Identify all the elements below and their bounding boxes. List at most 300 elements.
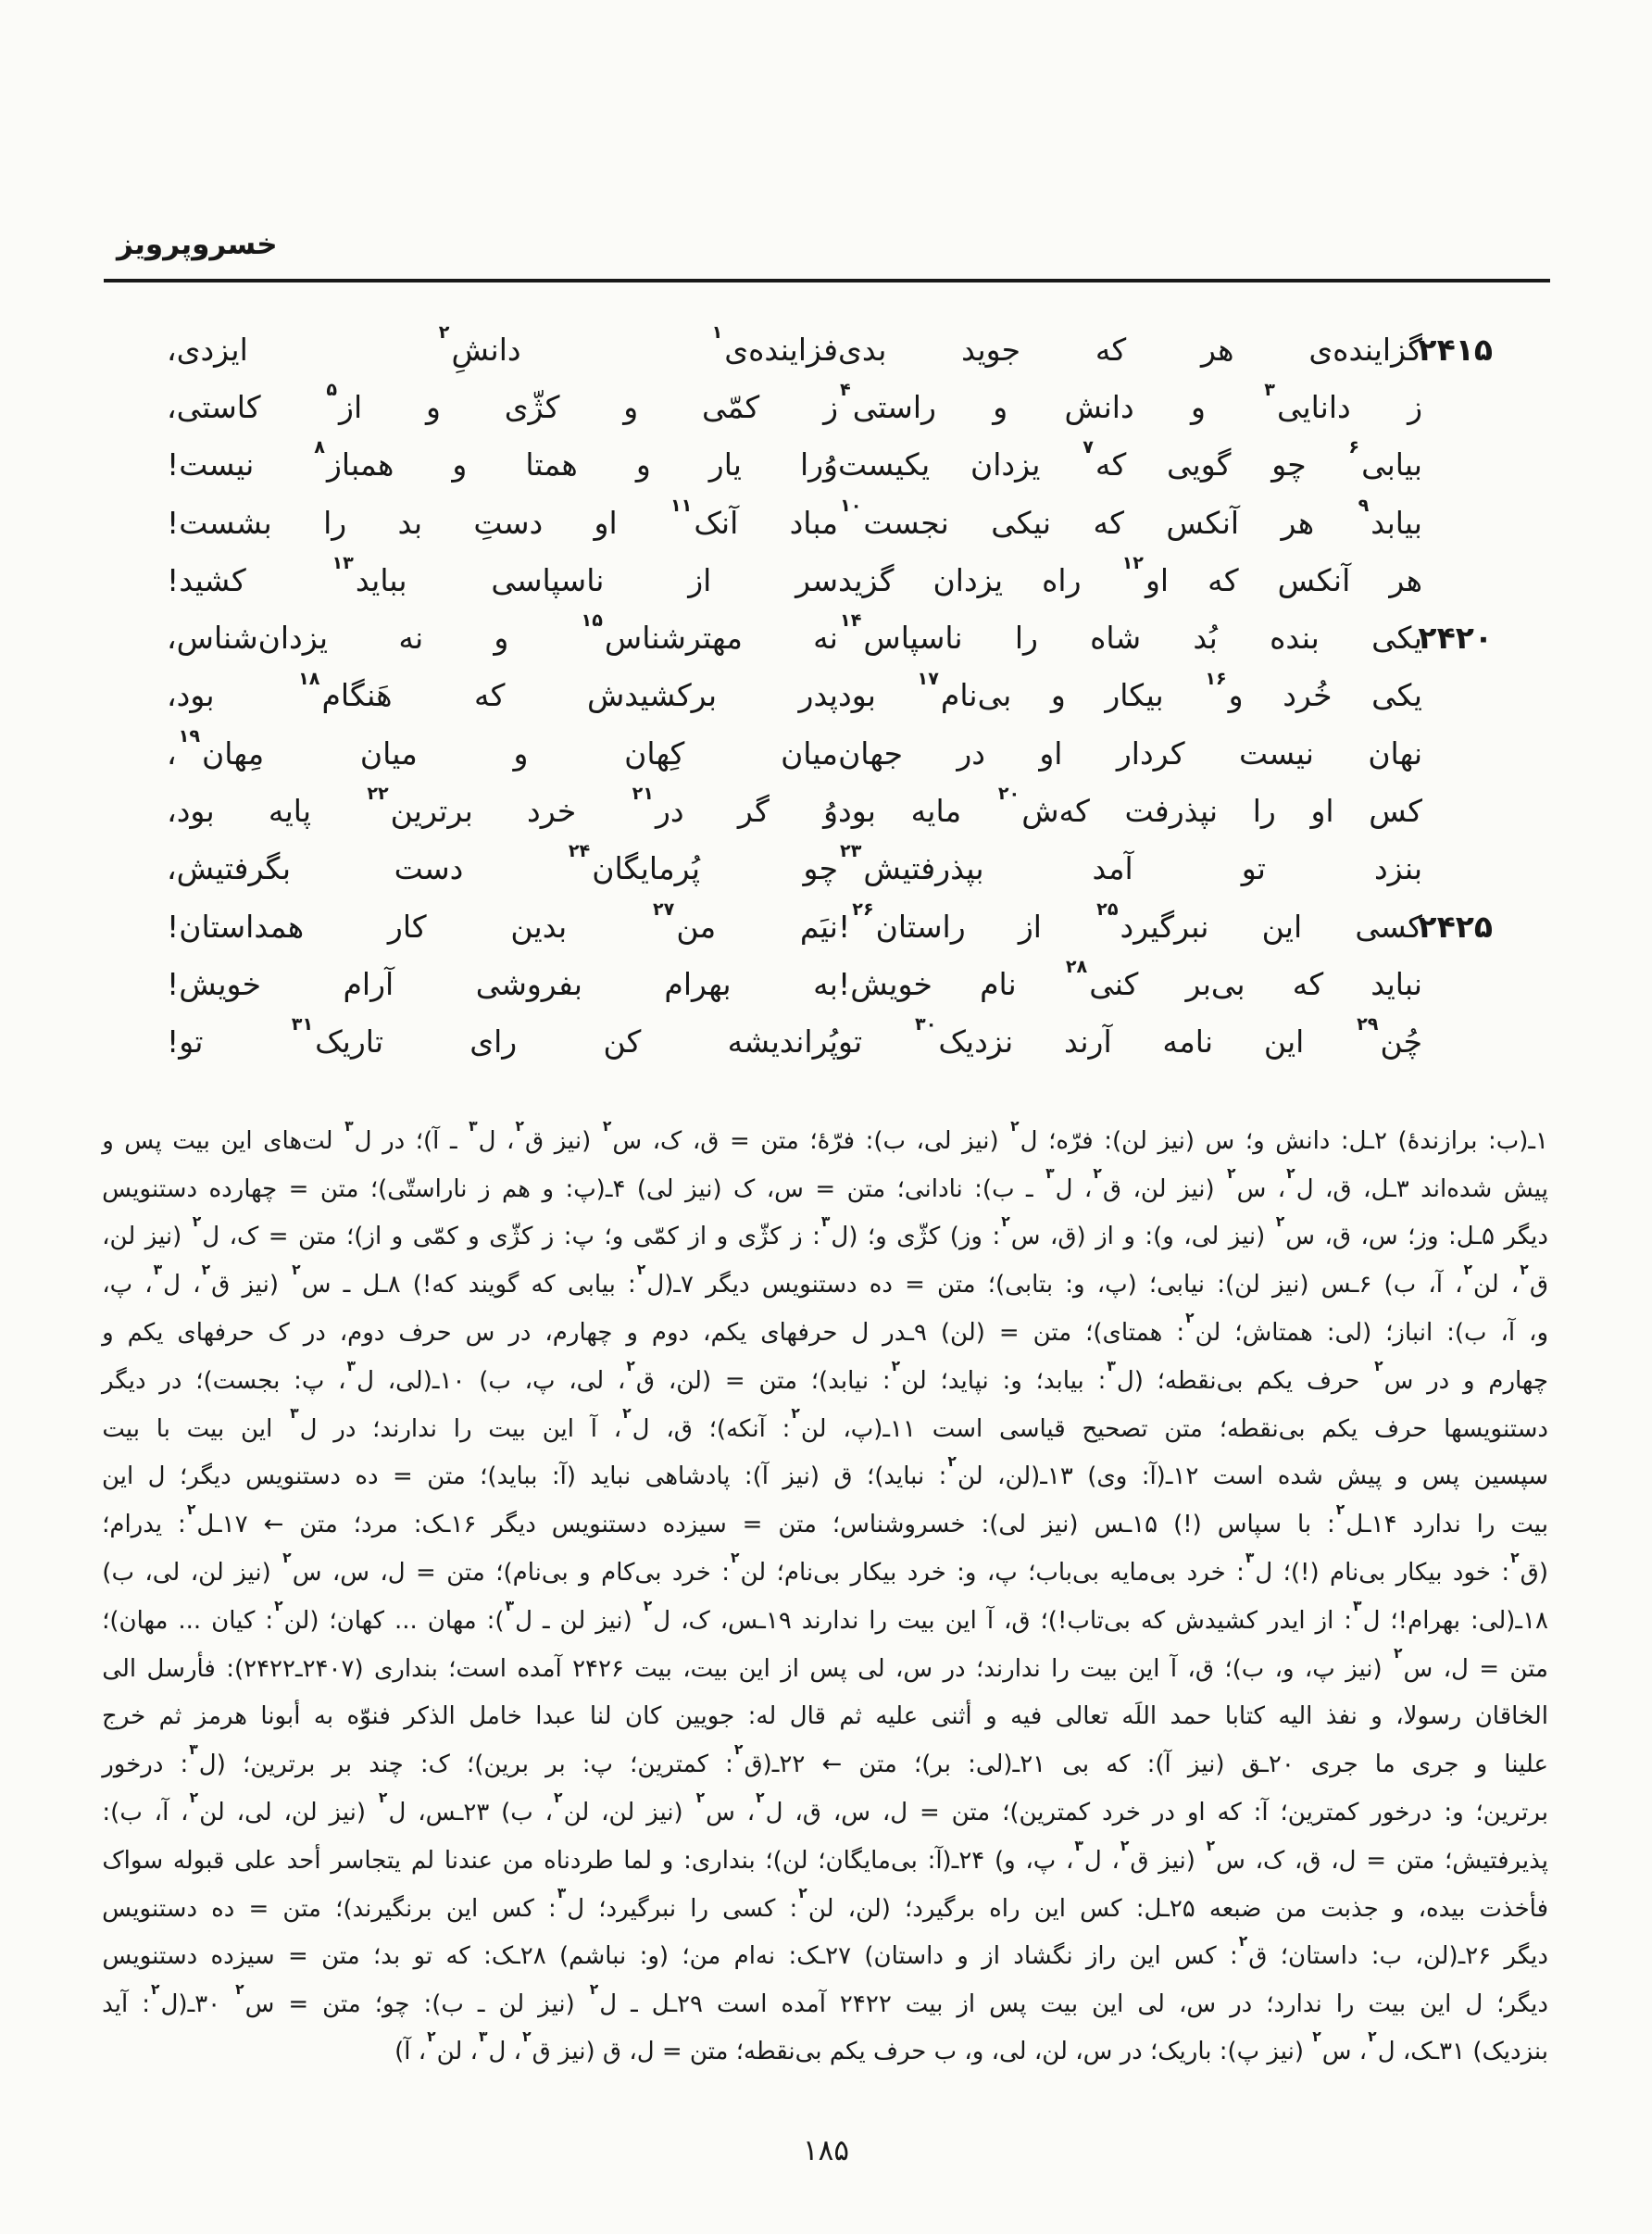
word: طردناه	[544, 1846, 614, 1875]
word: ل$^۲$،	[1277, 1165, 1314, 1203]
word: بیت	[172, 1126, 210, 1155]
footnote-ref: ۲	[1010, 1117, 1020, 1135]
word: ق،	[666, 1414, 693, 1443]
footnote-ref: ۲۱	[632, 783, 654, 805]
hemistich-first-wrap	[838, 551, 1493, 598]
word: در	[159, 1366, 182, 1395]
word: هرمز	[194, 1702, 247, 1731]
hemistich-second	[167, 551, 838, 598]
word: و	[452, 446, 468, 483]
word: از	[1018, 908, 1042, 945]
word: حرف	[1374, 1414, 1428, 1443]
footnote-ref: ۲	[1185, 1309, 1195, 1326]
word: و	[623, 388, 639, 425]
word: بیت	[1368, 1990, 1407, 2019]
word: او	[1310, 793, 1334, 830]
word: بیت	[1040, 1990, 1079, 2019]
word: که	[531, 1271, 556, 1299]
word: لن$^۲$:	[782, 1405, 827, 1443]
hemistich-first	[838, 332, 1422, 368]
word: حمد	[1170, 1702, 1212, 1731]
word: حرف	[1306, 1366, 1360, 1395]
footnote-ref: ۲	[1394, 1645, 1403, 1663]
word: بیابد؛	[1035, 1366, 1084, 1395]
hemistich-second	[167, 966, 838, 1002]
word: ۲۴۲۶	[572, 1654, 624, 1683]
word: کمّی	[701, 388, 760, 425]
word: نجست$^{۱۰}$	[840, 494, 949, 541]
word: ب:	[1370, 1942, 1403, 1971]
poem-block	[167, 320, 1493, 1071]
word: ـ	[631, 1990, 638, 2019]
word: و	[579, 1559, 591, 1588]
footnote-ref: ۲	[438, 320, 450, 343]
word: در	[333, 1414, 357, 1443]
word: ندارد	[1412, 1511, 1461, 1539]
word: و	[626, 1319, 638, 1348]
word: علینا	[1504, 1751, 1548, 1779]
word: این	[1092, 1990, 1124, 2019]
word: ل	[147, 1462, 166, 1491]
word: أبونا	[260, 1702, 301, 1731]
word: یتجاسر	[331, 1846, 402, 1875]
word: وی)	[1087, 1462, 1128, 1491]
word: نیکی	[991, 504, 1052, 541]
word: یزدان	[970, 446, 1041, 483]
word: و	[468, 1223, 480, 1251]
word: جری	[1310, 1751, 1358, 1779]
word: لی	[857, 1654, 885, 1683]
word: ل،	[380, 1559, 406, 1588]
word: سپاس	[1217, 1511, 1283, 1539]
word: (لی:	[1326, 1319, 1372, 1348]
word: پدر	[798, 677, 838, 714]
hemistich-second	[167, 840, 838, 887]
word: نادانی؛	[896, 1174, 963, 1203]
word: لما	[623, 1846, 653, 1875]
word: دستنویس	[102, 1174, 198, 1203]
word: ز	[478, 1174, 491, 1203]
word: و	[957, 1942, 969, 1971]
footnote-ref: ۳	[346, 1357, 357, 1374]
word: نپاید؛	[940, 1366, 989, 1395]
word: چهارم،	[544, 1319, 613, 1348]
footnote-ref: ۱۷	[917, 667, 939, 689]
word: چند	[369, 1751, 404, 1779]
word: بی‌کام	[601, 1559, 662, 1588]
word: =	[288, 1174, 309, 1203]
word: الذکر	[404, 1702, 456, 1731]
word: را	[1014, 620, 1038, 657]
word: چو؛	[374, 1990, 410, 2019]
word: ک،	[1255, 1846, 1285, 1875]
word: ۱۸ـ(لی:	[1470, 1606, 1548, 1635]
word: و	[513, 734, 529, 772]
word: سپسین	[1473, 1462, 1548, 1491]
footnotes-block	[102, 1117, 1548, 2077]
word: گزید	[838, 561, 895, 598]
word: رسولا،	[1395, 1702, 1462, 1731]
word: را	[1051, 1654, 1070, 1683]
word: خویش!	[838, 965, 932, 1002]
word: لی،	[144, 1559, 181, 1588]
footnote-ref: ۲	[891, 1357, 901, 1374]
word: و	[1475, 1751, 1488, 1779]
footnote-ref: ۲	[1520, 1261, 1529, 1278]
word: ۱ـ(ب:	[1488, 1126, 1548, 1155]
word: ز	[1408, 388, 1422, 425]
hemistich-first-wrap	[838, 840, 1493, 887]
word: که	[1217, 1799, 1242, 1827]
word: س$^۲$:	[992, 1213, 1041, 1251]
word: تعالی	[1055, 1702, 1108, 1731]
word: =	[742, 1511, 763, 1539]
word: =	[1479, 1654, 1500, 1683]
word: خرد	[527, 793, 577, 830]
verse-line	[167, 320, 1493, 378]
word: لن):	[1104, 1126, 1147, 1155]
word: و	[542, 1174, 554, 1203]
word: بر)؛	[913, 1751, 951, 1779]
word: پس	[1421, 1462, 1460, 1491]
word: نه	[813, 620, 838, 657]
word: شاه	[1090, 620, 1142, 657]
word: لن)؛	[765, 1846, 808, 1875]
footnote-ref: ۲	[636, 1261, 646, 1278]
word: نیست	[1238, 734, 1314, 772]
word: نیَم	[799, 908, 838, 945]
word: و	[661, 1846, 674, 1875]
word: متن	[778, 1511, 817, 1539]
word: و	[1370, 1702, 1383, 1731]
verse-line	[167, 667, 1493, 724]
word: بی‌مایه	[1109, 1559, 1177, 1588]
word: فیه	[1010, 1702, 1043, 1731]
word: پُراندیشه	[727, 1023, 838, 1061]
word: کار	[387, 908, 427, 945]
word: تصحیح	[1082, 1414, 1148, 1443]
word: چُن$^{۲۹}$	[1357, 1013, 1422, 1061]
footnote-line	[102, 1740, 1548, 1788]
footnote-ref: ۱۶	[1205, 667, 1227, 689]
word: حرف	[398, 1319, 452, 1348]
word: نزدیک$^{۳۰}$	[915, 1013, 1014, 1061]
word: سر	[795, 561, 838, 598]
word: در	[943, 1654, 966, 1683]
word: آنکس	[1166, 504, 1240, 541]
word: متن	[1509, 1654, 1548, 1683]
word: را	[869, 1606, 888, 1635]
word: ق،	[692, 1126, 720, 1155]
word: ...	[394, 1606, 418, 1635]
word: بی‌نقطه؛	[1157, 1366, 1244, 1395]
word: چهارم	[1488, 1366, 1548, 1395]
word: ـ	[1026, 1174, 1033, 1203]
footnote-ref: ۳۱	[291, 1013, 314, 1035]
word: راستی$^۴$	[840, 379, 936, 425]
word: آ	[590, 1414, 597, 1443]
word: ۲۹ـل	[651, 1990, 703, 2019]
footnote-ref: ۲	[292, 1261, 301, 1278]
word: در	[382, 1126, 406, 1155]
footnote-line	[102, 1837, 1548, 1885]
word: ب):	[1446, 1319, 1487, 1348]
hemistich-second	[167, 667, 838, 714]
word: سواک	[102, 1846, 164, 1875]
word: ل$^۳$،	[1065, 1837, 1102, 1875]
word: دستِ	[473, 504, 544, 541]
word: یزدان‌شناس،	[167, 620, 329, 657]
word: آ،	[1428, 1271, 1443, 1299]
word: مباد	[789, 504, 838, 541]
word: ثم	[839, 1702, 862, 1731]
hemistich-first	[838, 735, 1422, 772]
word: و	[985, 1702, 997, 1731]
footnote-ref: ۲	[730, 1549, 740, 1566]
word: و	[993, 388, 1008, 425]
verse-line	[167, 1013, 1493, 1071]
word: از	[1315, 1606, 1334, 1635]
word: در$^{۲۱}$	[632, 783, 684, 830]
word: در	[1152, 1799, 1175, 1827]
word: آنک$^{۱۱}$	[670, 494, 739, 541]
word: دانش	[1275, 1126, 1331, 1155]
word: تو	[1241, 850, 1266, 887]
word: در	[1230, 1990, 1253, 2019]
word: بود	[838, 793, 876, 830]
word: و،	[1529, 1319, 1548, 1348]
word: دیگر؛	[179, 1462, 232, 1491]
word: و	[1190, 388, 1206, 425]
word: ک	[268, 1319, 290, 1348]
word: نپذرفت	[1124, 793, 1219, 830]
footnote-ref: ۳	[1353, 1597, 1362, 1614]
word: ل$^۳$:	[1344, 1597, 1381, 1635]
word: پس	[809, 1654, 847, 1683]
word: بیابی	[567, 1271, 616, 1299]
word: س،	[332, 1559, 369, 1588]
word: و	[102, 1319, 114, 1348]
word: =	[998, 1319, 1020, 1348]
word: پ:	[294, 1366, 325, 1395]
word: ل$^۳$	[344, 1117, 372, 1155]
word: (ل$^۳$:	[1097, 1357, 1144, 1395]
word: یار	[708, 446, 742, 483]
word: لن$^۲$:	[1176, 1309, 1221, 1348]
word: و	[1123, 1223, 1135, 1251]
word: لن	[559, 1606, 586, 1635]
word: دستنویس	[245, 1462, 342, 1491]
word: ←	[263, 1511, 284, 1539]
word: ده	[211, 1894, 235, 1923]
word: سیزده	[210, 1942, 275, 1971]
word: که	[474, 677, 506, 714]
word: بتابی)؛	[987, 1271, 1054, 1299]
word: (!)	[1173, 1511, 1202, 1539]
word: ل$^۳$	[1045, 1165, 1073, 1203]
hemistich-first-wrap	[838, 1013, 1493, 1061]
word: ندارد؛	[1266, 1990, 1322, 2019]
word: پُرمایگان$^{۲۴}$	[568, 840, 701, 887]
footnote-ref: ۱۴	[840, 609, 862, 632]
word: س$^۲$	[1394, 1645, 1433, 1683]
word: بدی	[838, 331, 887, 368]
word: و:	[957, 1559, 977, 1588]
word: متن	[299, 1511, 338, 1539]
word: پذیرفتیش؛	[1445, 1846, 1548, 1875]
word: با	[1296, 1511, 1312, 1539]
footnote-ref: ۲	[589, 1980, 599, 1998]
footnote-ref: ۲	[192, 1213, 202, 1231]
word: ق،	[1187, 1654, 1214, 1683]
word: ک،	[681, 1606, 710, 1635]
word: لن،	[601, 1799, 635, 1827]
word: بی	[1062, 1751, 1090, 1779]
word: برین)؛	[466, 1751, 530, 1779]
word: خسروشناس؛	[832, 1511, 966, 1539]
word: لت‌های	[263, 1126, 333, 1155]
footnote-line	[102, 1549, 1548, 1597]
word: ل$^۳$،	[144, 1261, 181, 1299]
word: ل$^۲$	[589, 1980, 618, 2019]
word: و؛	[867, 1223, 887, 1251]
word: لن	[498, 1990, 525, 2019]
word: دستنویس	[102, 1942, 198, 1971]
word: ک،	[652, 1126, 682, 1155]
word: ـ	[542, 1606, 550, 1635]
word: ۱۶ـک:	[413, 1511, 477, 1539]
word: ندارند	[801, 1606, 859, 1635]
word: ۹ـدر	[882, 1319, 927, 1348]
word: و:	[1444, 1799, 1464, 1827]
word: =	[393, 1462, 413, 1491]
footnote-ref: ۲	[427, 2027, 436, 2045]
footnote-ref: ۲	[695, 1788, 706, 1806]
footnote-line	[102, 1213, 1548, 1261]
word: ل$^۲$	[1010, 1117, 1038, 1155]
word: برازندهٔ)	[1397, 1126, 1478, 1155]
word: و:	[1002, 1366, 1022, 1395]
word: در	[957, 734, 985, 772]
word: ۶ـس	[1320, 1271, 1372, 1299]
word: بیت	[1080, 1654, 1118, 1683]
word: راه	[989, 1894, 1020, 1923]
hemistich-second	[167, 494, 838, 541]
word: قال	[789, 1702, 826, 1731]
word: دوم	[651, 1319, 690, 1348]
word: تاریک$^{۳۱}$	[291, 1013, 384, 1061]
footnote-ref: ۲	[282, 1549, 292, 1566]
word: و	[635, 446, 651, 483]
word: دستنویسها	[1444, 1414, 1548, 1443]
hemistich-first-wrap	[838, 956, 1493, 1002]
word: راز	[1085, 1942, 1117, 1971]
word: س،	[1360, 1223, 1398, 1251]
word: (نیز	[1271, 1271, 1309, 1299]
hemistich-second	[167, 436, 838, 483]
word: متن	[298, 1223, 337, 1251]
word: لن$^۲$:	[882, 1357, 927, 1395]
word: من؛	[682, 1942, 721, 1971]
word: (ل$^۳$:	[180, 1740, 226, 1779]
word: متن	[427, 1462, 466, 1491]
word: (پ،	[1096, 1271, 1137, 1299]
word: دستنویس	[551, 1511, 647, 1539]
word: آرند	[1064, 1023, 1112, 1061]
word: میان	[359, 734, 418, 772]
word: متن	[846, 1174, 886, 1203]
word: کردار	[1116, 734, 1185, 772]
hemistich-first	[838, 1013, 1422, 1061]
word: خرد	[907, 1559, 946, 1588]
word: س$^۲$	[1227, 1165, 1267, 1203]
word: بود،	[167, 677, 215, 714]
footnote-ref: ۲	[1120, 1837, 1130, 1854]
word: برکشیدش	[586, 677, 718, 714]
word: بیت	[488, 1414, 526, 1443]
footnote-ref: ۲	[947, 1453, 957, 1471]
footnote-ref: ۳	[1074, 1837, 1083, 1854]
word: ب)	[479, 1366, 511, 1395]
word: پ،	[102, 1271, 133, 1299]
verse-line	[167, 494, 1493, 551]
word: پ:	[563, 1223, 595, 1251]
word: را	[1252, 793, 1276, 830]
word: له:	[747, 1702, 777, 1731]
word: خود	[1452, 1559, 1491, 1588]
word: از	[982, 1942, 1000, 1971]
word: س$^۲$	[1275, 1213, 1316, 1251]
word: بی‌تاب!)؛	[1040, 1606, 1131, 1635]
footnote-ref: ۸	[314, 436, 325, 458]
word: س$^۲$	[602, 1117, 643, 1155]
footnote-ref: ۲	[1510, 1549, 1520, 1566]
footnote-line	[102, 1357, 1548, 1405]
word: (لن$^۲$:	[265, 1597, 319, 1635]
word: آید	[102, 1990, 129, 2019]
word: برترین؛	[242, 1751, 316, 1779]
word: ک:	[419, 1751, 450, 1779]
word: بُد	[1193, 620, 1218, 657]
word: ب):	[865, 1126, 906, 1155]
word: لن$^۲$:	[938, 1453, 983, 1491]
word: متن	[321, 1942, 360, 1971]
word: قبوله	[172, 1846, 225, 1875]
word: چو	[1271, 446, 1307, 483]
word: بی‌بر	[1185, 965, 1245, 1002]
hemistich-first-wrap	[838, 379, 1493, 425]
footnote-ref: ۲	[1286, 1165, 1295, 1183]
word: ب):	[423, 1990, 464, 2019]
word: که!)	[412, 1271, 457, 1299]
word: بنزد	[1373, 850, 1422, 887]
word: نگشاد	[1013, 1942, 1073, 1971]
word: این	[445, 1894, 479, 1923]
word: لن،	[190, 1559, 224, 1588]
word: ۷ـ(ل$^۲$:	[628, 1261, 694, 1299]
word: یکم	[127, 1319, 164, 1348]
word: آنکه)؛	[708, 1414, 766, 1443]
word: پ،	[1304, 1654, 1335, 1683]
word: کشید!	[167, 561, 246, 598]
word: =	[1366, 1846, 1387, 1875]
word: ق،	[1325, 1174, 1352, 1203]
word: بنداری:	[683, 1846, 756, 1875]
word: (نیز	[329, 1799, 367, 1827]
word: لم	[410, 1846, 435, 1875]
word: با	[156, 1414, 170, 1443]
word: شده‌اند	[1420, 1174, 1493, 1203]
